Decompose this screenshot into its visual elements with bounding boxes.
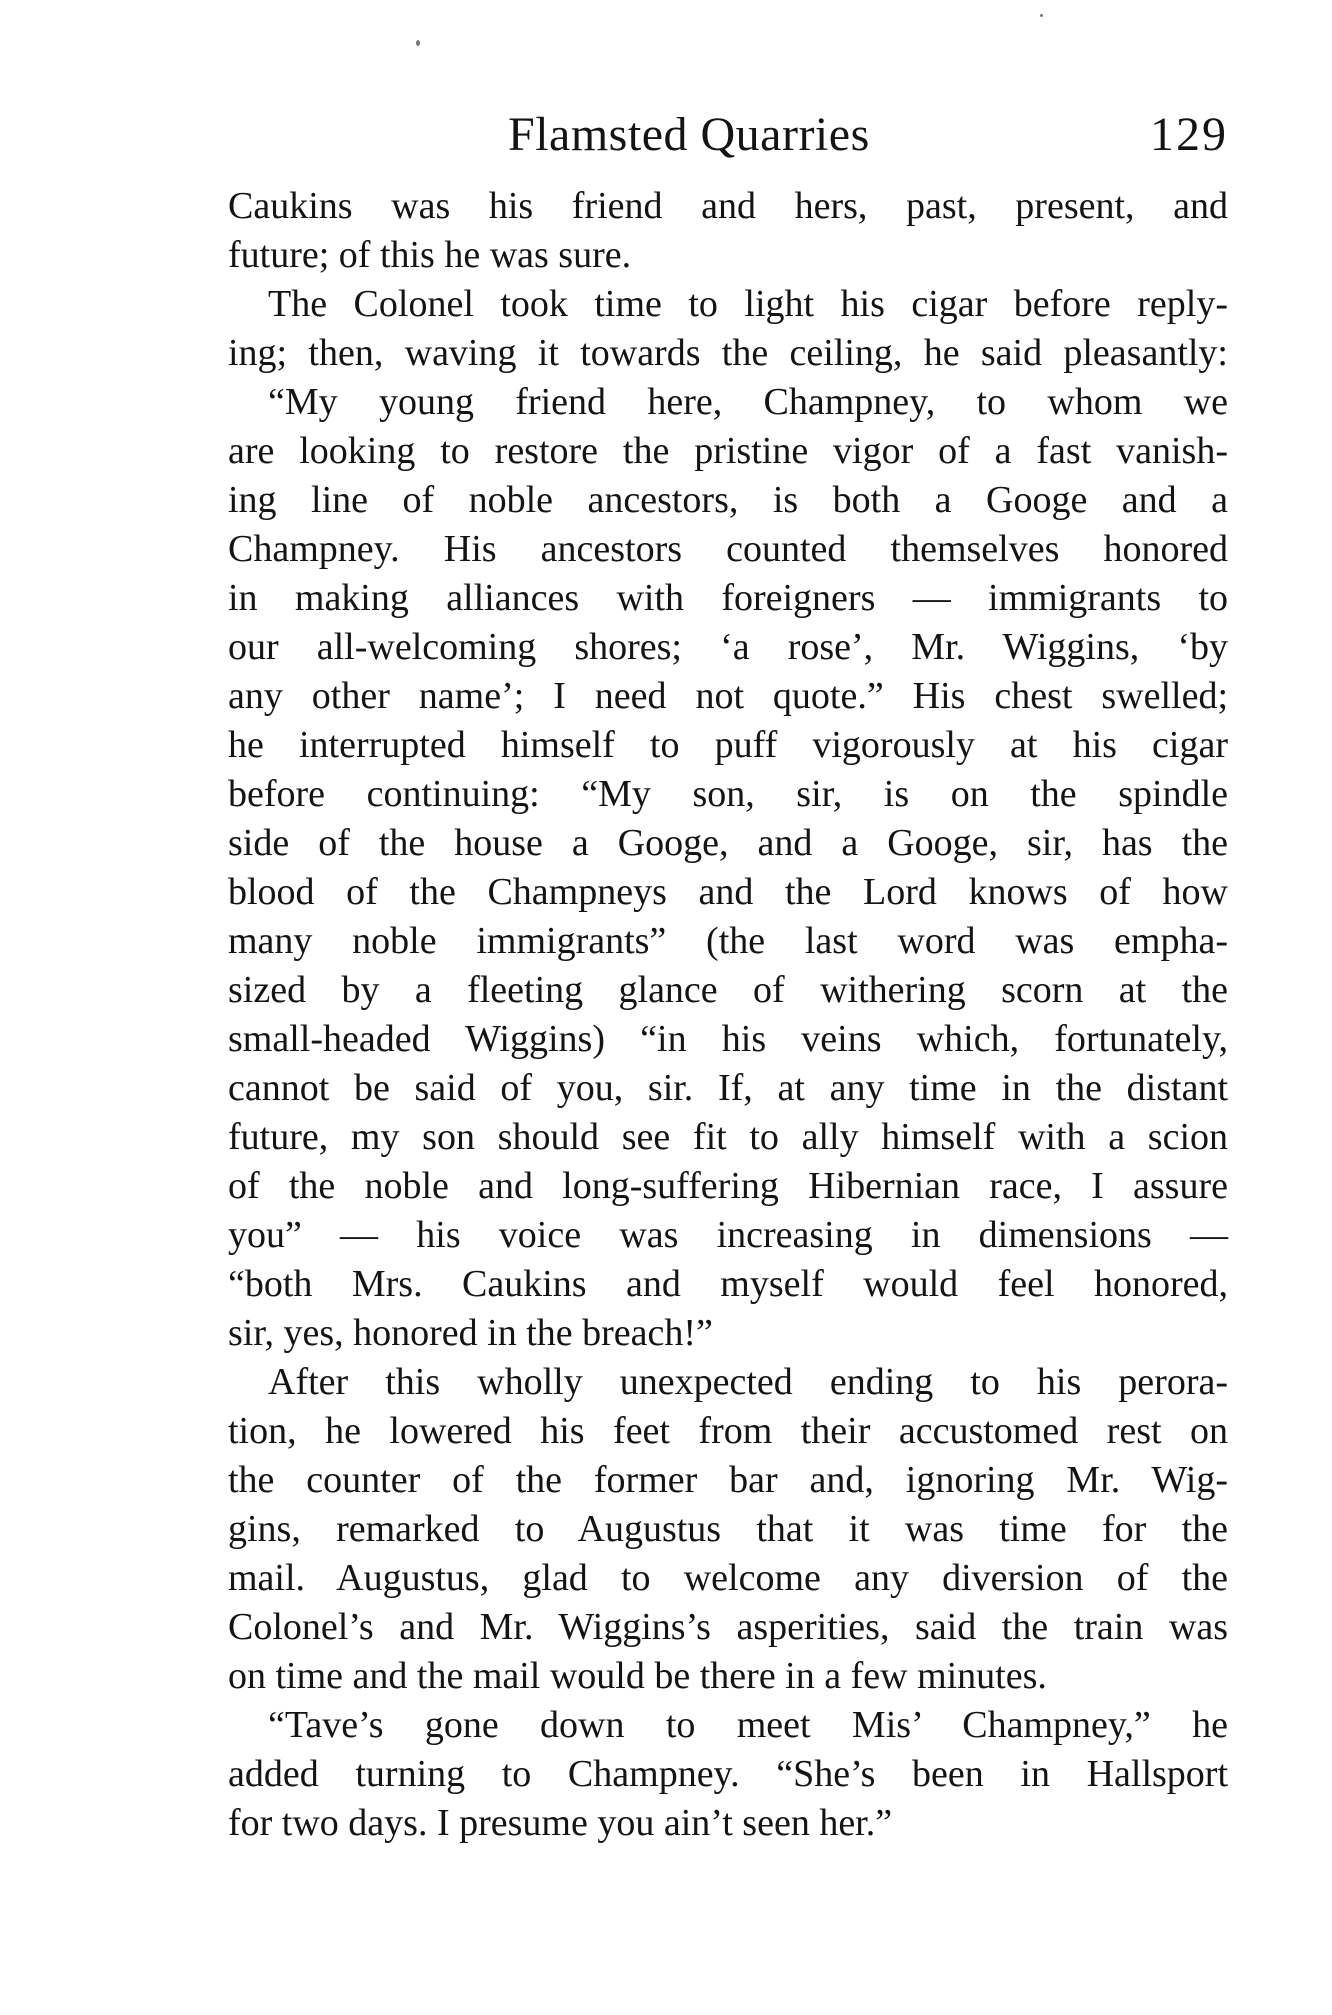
text-line: many noble immigrants” (the last word was empha- [228, 920, 1228, 962]
text-line: before continuing: “My son, sir, is on the spindle [228, 773, 1228, 815]
text-line: he interrupted himself to puff vigorously at his cigar [228, 724, 1228, 766]
text-line: Champney. His ancestors counted themselves honored [228, 528, 1228, 570]
text-line: future; of this he was sure. [228, 234, 632, 276]
text-line: in making alliances with foreigners — immigrants to [228, 577, 1228, 619]
text-line: mail. Augustus, glad to welcome any diversion of the [228, 1557, 1228, 1599]
text-line: tion, he lowered his feet from their accustomed rest on [228, 1410, 1228, 1452]
text-line: of the noble and long-suffering Hibernian race, I assure [228, 1165, 1228, 1207]
ink-speck [416, 40, 420, 46]
text-line: cannot be said of you, sir. If, at any time in the distant [228, 1067, 1228, 1109]
text-line: our all-welcoming shores; ‘a rose’, Mr. Wiggins, ‘by [228, 626, 1228, 668]
text-line: ing; then, waving it towards the ceiling, he said pleasantly: [228, 332, 1228, 374]
ink-speck [1040, 14, 1043, 17]
text-line: on time and the mail would be there in a few minutes. [228, 1655, 1047, 1697]
page-number: 129 [1150, 108, 1228, 161]
text-line: sized by a fleeting glance of withering scorn at the [228, 969, 1228, 1011]
text-line: After this wholly unexpected ending to his perora- [268, 1361, 1228, 1403]
text-line: “Tave’s gone down to meet Mis’ Champney,” he [268, 1704, 1228, 1746]
text-line: gins, remarked to Augustus that it was time for the [228, 1508, 1228, 1550]
text-line: future, my son should see fit to ally himself with a scion [228, 1116, 1228, 1158]
running-title: Flamsted Quarries [508, 108, 870, 161]
text-line: added turning to Champney. “She’s been in Hallsport [228, 1753, 1228, 1795]
text-line: you” — his voice was increasing in dimensions — [228, 1214, 1228, 1256]
text-line: “My young friend here, Champney, to whom we [268, 381, 1228, 423]
text-line: the counter of the former bar and, ignoring Mr. Wig- [228, 1459, 1228, 1501]
text-line: small-headed Wiggins) “in his veins which, fortunately, [228, 1018, 1228, 1060]
text-line: blood of the Champneys and the Lord knows of how [228, 871, 1228, 913]
text-line: for two days. I presume you ain’t seen her.” [228, 1802, 893, 1844]
text-line: The Colonel took time to light his cigar before reply- [268, 283, 1228, 325]
text-line: “both Mrs. Caukins and myself would feel honored, [228, 1263, 1228, 1305]
text-line: sir, yes, honored in the breach!” [228, 1312, 713, 1354]
text-line: are looking to restore the pristine vigor of a fast vanish- [228, 430, 1228, 472]
text-line: any other name’; I need not quote.” His chest swelled; [228, 675, 1228, 717]
text-line: Colonel’s and Mr. Wiggins’s asperities, said the train was [228, 1606, 1228, 1648]
running-head [228, 100, 1228, 170]
text-line: side of the house a Googe, and a Googe, sir, has the [228, 822, 1228, 864]
text-line: ing line of noble ancestors, is both a Googe and a [228, 479, 1228, 521]
text-line: Caukins was his friend and hers, past, present, and [228, 185, 1228, 227]
body-text [228, 182, 1228, 1848]
